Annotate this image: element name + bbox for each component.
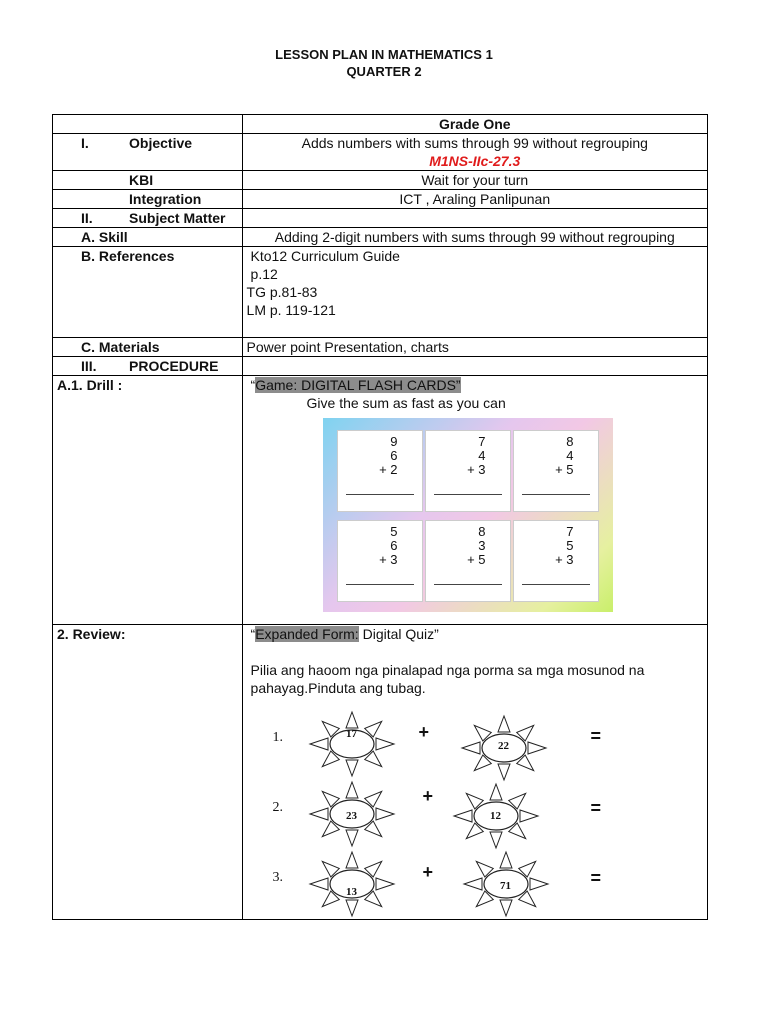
flash-card: 7 5 + 3 <box>513 520 599 602</box>
materials-label: C. Materials <box>53 338 243 357</box>
drill-label: A.1. Drill : <box>53 376 243 625</box>
objective-label: I. Objective <box>53 134 243 171</box>
kbi-label: KBI <box>53 171 243 190</box>
review-cell: “Expanded Form: Digital Quiz” Pilia ang haoom nga pinalapad nga porma sa mga mosunod na pahayag.Pinduta ang tubag. 1. 17 + 22 = 2. 23 + 12 = 3. 13 + 71 = <box>242 625 707 920</box>
lesson-plan-table <box>52 114 708 920</box>
skill-label: A. Skill <box>53 228 243 247</box>
flash-card: 5 6 + 3 <box>337 520 423 602</box>
review-label: 2. Review: <box>53 625 243 920</box>
review-highlight: Expanded Form: <box>255 626 359 642</box>
quiz-item[interactable]: 1. 17 + 22 = <box>247 709 703 779</box>
sun-icon[interactable]: 22 <box>459 713 549 783</box>
objective-cell <box>242 134 707 171</box>
quarter-label: QUARTER 2 <box>346 64 422 79</box>
sun-icon[interactable]: 13 <box>307 849 397 919</box>
flash-card: 9 6 + 2 <box>337 430 423 512</box>
sun-icon[interactable]: 71 <box>461 849 551 919</box>
quiz-item[interactable]: 3. 13 + 71 = <box>247 849 703 919</box>
kbi-text: Wait for your turn <box>242 171 707 190</box>
sun-icon[interactable]: 17 <box>307 709 397 779</box>
game-title: Game: DIGITAL FLASH CARDS” <box>255 377 461 393</box>
objective-text: Adds numbers with sums through 99 without regrouping <box>301 135 648 151</box>
procedure-label: III. PROCEDURE <box>53 357 243 376</box>
competency-code: M1NS-IIc-27.3 <box>429 153 521 169</box>
drill-instruction: Give the sum as fast as you can <box>306 395 506 411</box>
flash-card: 7 4 + 3 <box>425 430 511 512</box>
flash-card: 8 4 + 5 <box>513 430 599 512</box>
drill-cell: “Game: DIGITAL FLASH CARDS” Give the sum as fast as you can 9 6 + 2 7 4 + 3 8 4 + 5 5 6 + 3 8 3 + 5 7 5 + 3 <box>242 376 707 625</box>
references-list: Kto12 Curriculum Guide p.12 TG p.81-83 LM p. 119-121 <box>242 247 707 338</box>
grade-header: Grade One <box>242 115 707 134</box>
references-label: B. References <box>53 247 243 338</box>
integration-label: Integration <box>53 190 243 209</box>
sun-icon[interactable]: 12 <box>451 781 541 851</box>
document-title: LESSON PLAN IN MATHEMATICS 1 <box>275 47 493 62</box>
sun-icon[interactable]: 23 <box>307 779 397 849</box>
integration-text: ICT , Araling Panlipunan <box>242 190 707 209</box>
review-instruction: Pilia ang haoom nga pinalapad nga porma sa mga mosunod na pahayag.Pinduta ang tubag. <box>250 662 645 696</box>
subject-matter-label: II. Subject Matter <box>53 209 243 228</box>
skill-text: Adding 2-digit numbers with sums through 99 without regrouping <box>242 228 707 247</box>
flash-card: 8 3 + 5 <box>425 520 511 602</box>
flash-cards-image <box>323 418 613 612</box>
quiz-item[interactable]: 2. 23 + 12 = <box>247 779 703 849</box>
materials-text: Power point Presentation, charts <box>242 338 707 357</box>
